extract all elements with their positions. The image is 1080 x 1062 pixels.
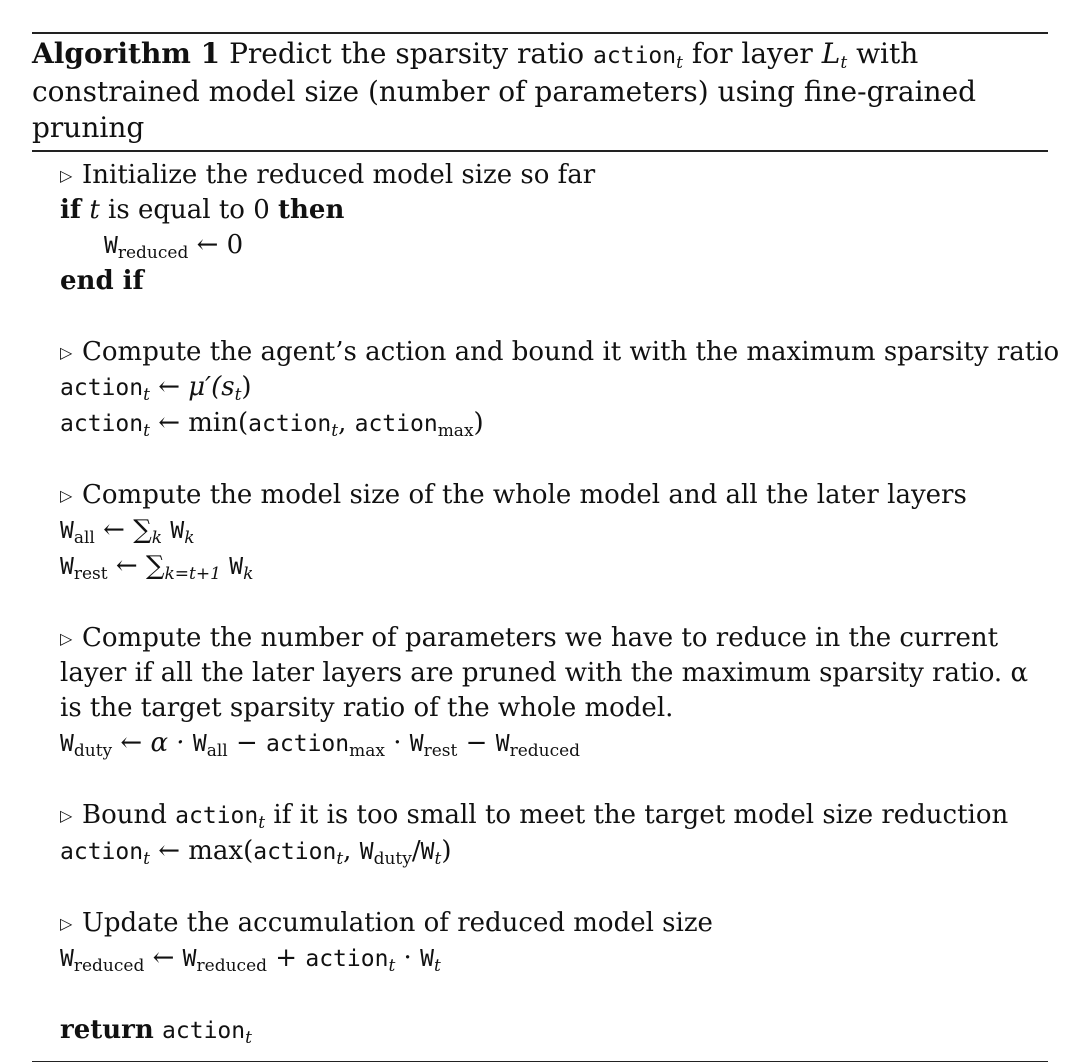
sub-duty: duty <box>74 741 112 761</box>
comment-text: Update the accumulation of reduced model size <box>82 908 713 938</box>
var-action: action <box>162 1018 245 1044</box>
var-W: W <box>421 839 435 865</box>
var-W: W <box>410 731 424 757</box>
arrow: ← <box>153 943 175 973</box>
var-W: W <box>420 946 434 972</box>
var-action: action <box>175 803 258 829</box>
return-line <box>60 1013 1048 1049</box>
caption-text: with constrained model size (number of parameters) using fine-grained pruning <box>32 37 976 144</box>
arrow: ← <box>158 836 180 866</box>
sub-all: all <box>207 741 228 761</box>
fn-mu: μ′(s <box>188 372 234 402</box>
arrow: ← <box>120 728 142 758</box>
sub-t: t <box>258 813 265 833</box>
var-W: W <box>60 554 74 580</box>
sub-t: t <box>434 849 441 869</box>
caption-text: for layer <box>692 37 813 70</box>
sub-max: max <box>438 421 474 441</box>
var-W: W <box>229 554 243 580</box>
comment-line <box>60 906 1048 941</box>
var-W: W <box>170 518 184 544</box>
sub-reduced: reduced <box>197 956 267 976</box>
algorithm-caption <box>32 34 1048 150</box>
comment-text: Compute the number of parameters we have to reduce in the current layer if all the later layers are pruned with the maximum sparsity ratio. α is the target sparsity ratio of the whole model. <box>60 623 1028 723</box>
if-line <box>60 193 1048 228</box>
caption-sub: t <box>840 53 847 73</box>
var-W: W <box>193 731 207 757</box>
sum-symbol: ∑ <box>146 551 165 581</box>
comment-line <box>60 335 1048 370</box>
sub-k: k <box>184 528 194 548</box>
triangle-icon: ▷ <box>60 906 82 941</box>
var-W: W <box>60 731 74 757</box>
sub-k: k <box>152 528 162 548</box>
var-action: action <box>355 411 438 437</box>
triangle-icon: ▷ <box>60 621 82 656</box>
slash: / <box>412 836 421 866</box>
fn-max: max( <box>188 836 253 866</box>
var-action: action <box>60 411 143 437</box>
sub-max: max <box>349 741 385 761</box>
comment-text: Compute the agent’s action and bound it with the maximum sparsity ratio <box>82 337 1059 367</box>
sub-t: t <box>434 956 441 976</box>
assign-line <box>60 370 1048 406</box>
var-action: action <box>305 946 388 972</box>
assign-line <box>60 834 1048 870</box>
var-W: W <box>104 233 118 259</box>
assign-line <box>60 406 1048 442</box>
triangle-icon: ▷ <box>60 335 82 370</box>
var-t: t <box>89 195 99 225</box>
keyword-return: return <box>60 1015 154 1045</box>
paren: ) <box>474 408 484 438</box>
fn-min: min( <box>188 408 248 438</box>
sub-k: k <box>243 564 253 584</box>
arrow: ← <box>158 408 180 438</box>
comment-line <box>60 158 1048 193</box>
var-action: action <box>60 375 143 401</box>
sub-t: t <box>331 421 338 441</box>
assign-line <box>60 941 1048 977</box>
sub-reduced: reduced <box>118 243 188 263</box>
sub-all: all <box>74 528 95 548</box>
var-W: W <box>60 946 74 972</box>
algorithm-body <box>32 152 1048 1061</box>
var-action: action <box>253 839 336 865</box>
caption-layer: L <box>822 37 841 70</box>
var-W: W <box>183 946 197 972</box>
var-action: action <box>266 731 349 757</box>
sub-t: t <box>336 849 343 869</box>
sub-t: t <box>143 385 150 405</box>
algorithm-label: Algorithm 1 <box>32 37 220 70</box>
caption-sub: t <box>676 53 683 73</box>
algorithm-block <box>32 32 1048 1062</box>
if-condition: is equal to 0 <box>108 195 270 225</box>
paren: ) <box>441 836 451 866</box>
sub-t: t <box>143 849 150 869</box>
keyword-end-if: end if <box>60 264 1048 299</box>
var-W: W <box>60 518 74 544</box>
keyword-then: then <box>278 195 344 225</box>
comma: , <box>338 408 346 438</box>
comment-text: Bound <box>82 800 167 830</box>
sub-rest: rest <box>74 564 108 584</box>
sub-t: t <box>143 421 150 441</box>
assign-line <box>60 549 1048 585</box>
dot: · <box>393 728 401 758</box>
alpha: α · <box>150 728 184 758</box>
sub-t: t <box>388 956 395 976</box>
dot: · <box>404 943 412 973</box>
value-zero: 0 <box>227 230 244 260</box>
sum-symbol: ∑ <box>133 515 152 545</box>
comment-text: Initialize the reduced model size so far <box>82 160 595 190</box>
sub-reduced: reduced <box>74 956 144 976</box>
assign-line <box>60 513 1048 549</box>
var-W: W <box>360 839 374 865</box>
comment-text: Compute the model size of the whole model and all the later layers <box>82 480 967 510</box>
comment-line <box>60 621 1048 726</box>
arrow: ← <box>197 230 219 260</box>
caption-text: Predict the sparsity ratio <box>229 37 584 70</box>
comma: , <box>343 836 351 866</box>
comment-line <box>60 478 1048 513</box>
sub-duty: duty <box>374 849 412 869</box>
sub-rest: rest <box>424 741 458 761</box>
sub-t: t <box>235 385 242 405</box>
keyword-if: if <box>60 195 81 225</box>
minus: − <box>236 728 258 758</box>
sub-t: t <box>245 1028 252 1048</box>
sub-k-range: k=t+1 <box>165 564 221 584</box>
triangle-icon: ▷ <box>60 478 82 513</box>
var-W: W <box>496 731 510 757</box>
comment-text: if it is too small to meet the target model size reduction <box>273 800 1008 830</box>
comment-line <box>60 798 1048 834</box>
var-action: action <box>60 839 143 865</box>
plus: + <box>275 943 297 973</box>
minus: − <box>466 728 488 758</box>
triangle-icon: ▷ <box>60 158 82 193</box>
sub-reduced: reduced <box>510 741 580 761</box>
paren: ) <box>241 372 251 402</box>
arrow: ← <box>158 372 180 402</box>
triangle-icon: ▷ <box>60 798 82 833</box>
caption-action: action <box>593 43 676 69</box>
var-action: action <box>248 411 331 437</box>
arrow: ← <box>116 551 138 581</box>
assign-line <box>60 228 1048 264</box>
arrow: ← <box>103 515 125 545</box>
assign-line <box>60 726 1048 762</box>
